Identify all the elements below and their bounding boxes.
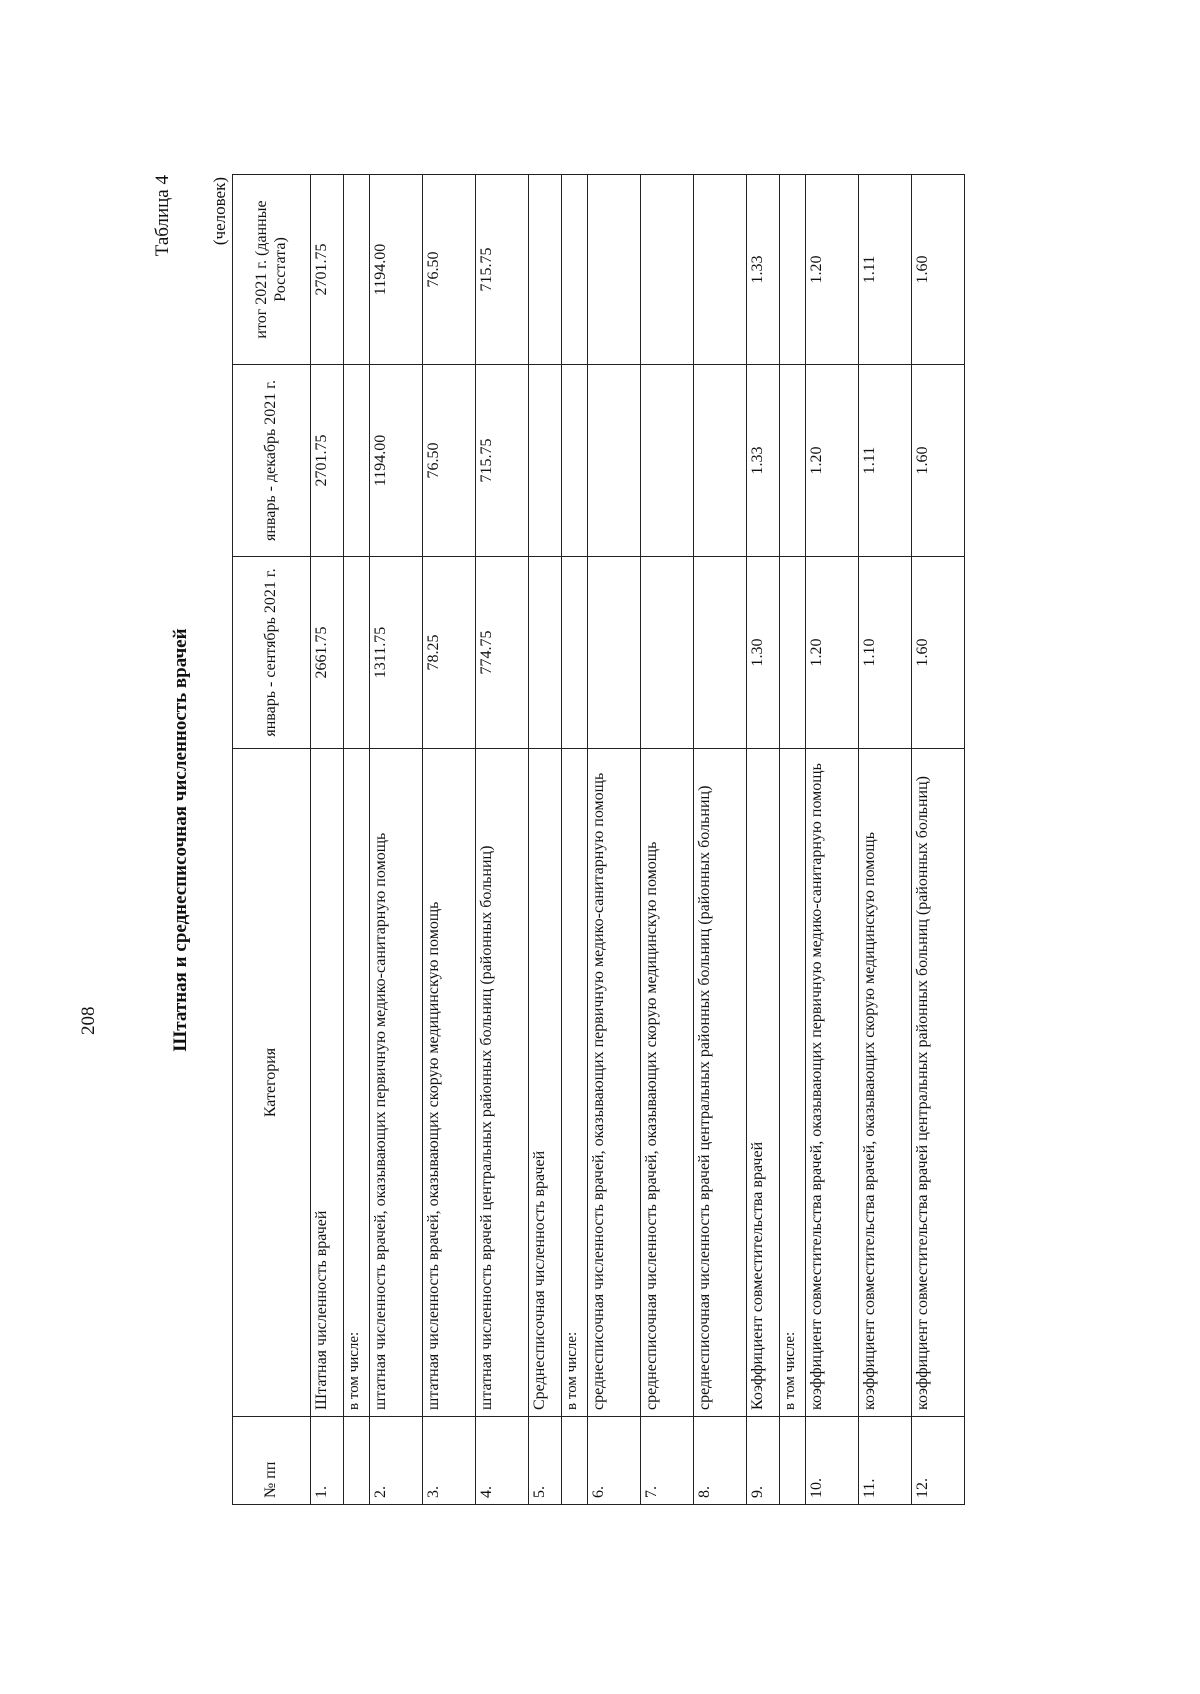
table-row [370,175,423,1505]
value-jan-dec-2021 [641,365,694,557]
value-total-2021-rosstat [694,175,747,365]
table-row [806,175,859,1505]
row-category: штатная численность врачей, оказывающих скорую медицинскую помощь [423,749,476,1417]
value-jan-dec-2021 [529,365,562,557]
value-total-2021-rosstat: 1194.00 [370,175,423,365]
value-total-2021-rosstat [529,175,562,365]
row-number: 8. [694,1417,747,1505]
row-number: 9. [747,1417,780,1505]
row-category: штатная численность врачей центральных районных больниц (районных больниц) [476,749,529,1417]
value-total-2021-rosstat: 76.50 [423,175,476,365]
row-number: 2. [370,1417,423,1505]
row-category: в том числе: [780,749,806,1417]
table-row [423,175,476,1505]
table-row [912,175,965,1505]
table-row [311,175,344,1505]
value-jan-dec-2021 [588,365,641,557]
row-category: коэффициент совместительства врачей центральных районных больниц (районных больниц) [912,749,965,1417]
table-label: Таблица 4 [152,175,173,257]
value-jan-sep-2021 [344,557,370,749]
row-number: 10. [806,1417,859,1505]
value-jan-sep-2021: 78.25 [423,557,476,749]
table-row [694,175,747,1505]
row-number [344,1417,370,1505]
header-col3: итог 2021 г. (данные Росстата) [233,175,311,365]
table-row [859,175,912,1505]
row-number: 6. [588,1417,641,1505]
value-jan-sep-2021: 1311.75 [370,557,423,749]
row-category: штатная численность врачей, оказывающих первичную медико-санитарную помощь [370,749,423,1417]
rotated-page [150,175,1030,1505]
table-row [562,175,588,1505]
value-jan-sep-2021 [780,557,806,749]
value-jan-dec-2021: 1194.00 [370,365,423,557]
doctors-staffing-table [232,174,965,1505]
value-jan-sep-2021: 1.20 [806,557,859,749]
value-jan-sep-2021: 1.10 [859,557,912,749]
row-number: 5. [529,1417,562,1505]
row-number: 12. [912,1417,965,1505]
row-category: среднесписочная численность врачей, оказывающих первичную медико-санитарную помощь [588,749,641,1417]
value-jan-dec-2021: 1.11 [859,365,912,557]
value-jan-dec-2021 [780,365,806,557]
value-jan-dec-2021 [694,365,747,557]
table-row [641,175,694,1505]
row-category: в том числе: [344,749,370,1417]
value-total-2021-rosstat: 1.20 [806,175,859,365]
row-category: в том числе: [562,749,588,1417]
table-row [344,175,370,1505]
value-total-2021-rosstat [588,175,641,365]
value-jan-dec-2021: 715.75 [476,365,529,557]
value-jan-dec-2021: 1.20 [806,365,859,557]
page-number: 208 [78,1006,99,1035]
value-jan-sep-2021: 1.30 [747,557,780,749]
row-category: Штатная численность врачей [311,749,344,1417]
value-total-2021-rosstat: 1.60 [912,175,965,365]
row-number: 4. [476,1417,529,1505]
value-jan-dec-2021 [562,365,588,557]
value-jan-dec-2021 [344,365,370,557]
table-row [476,175,529,1505]
table-header-row [233,175,311,1505]
row-category: Коэффициент совместительства врачей [747,749,780,1417]
value-jan-sep-2021: 774.75 [476,557,529,749]
value-total-2021-rosstat: 1.11 [859,175,912,365]
value-jan-dec-2021: 2701.75 [311,365,344,557]
header-col1: январь - сентябрь 2021 г. [233,557,311,749]
value-jan-dec-2021: 1.33 [747,365,780,557]
row-category: коэффициент совместительства врачей, оказывающих скорую медицинскую помощь [859,749,912,1417]
value-jan-sep-2021 [562,557,588,749]
value-jan-sep-2021: 2661.75 [311,557,344,749]
row-number: 11. [859,1417,912,1505]
value-total-2021-rosstat: 2701.75 [311,175,344,365]
value-total-2021-rosstat [780,175,806,365]
row-number: 7. [641,1417,694,1505]
row-category: среднесписочная численность врачей центральных районных больниц (районных больниц) [694,749,747,1417]
table-row [747,175,780,1505]
header-category: Категория [233,749,311,1417]
value-total-2021-rosstat: 1.33 [747,175,780,365]
row-number: 3. [423,1417,476,1505]
row-category: среднесписочная численность врачей, оказывающих скорую медицинскую помощь [641,749,694,1417]
value-total-2021-rosstat [344,175,370,365]
row-category: Среднесписочная численность врачей [529,749,562,1417]
header-num: № пп [233,1417,311,1505]
value-total-2021-rosstat: 715.75 [476,175,529,365]
header-col2: январь - декабрь 2021 г. [233,365,311,557]
value-jan-sep-2021 [641,557,694,749]
table-row [529,175,562,1505]
value-jan-sep-2021: 1.60 [912,557,965,749]
table-title: Штатная и среднесписочная численность врачей [170,628,191,1052]
value-total-2021-rosstat [562,175,588,365]
row-category: коэффициент совместительства врачей, оказывающих первичную медико-санитарную помощь [806,749,859,1417]
value-jan-sep-2021 [529,557,562,749]
table-row [780,175,806,1505]
row-number [780,1417,806,1505]
row-number [562,1417,588,1505]
value-jan-sep-2021 [694,557,747,749]
unit-label: (человек) [210,177,229,246]
row-number: 1. [311,1417,344,1505]
table-row [588,175,641,1505]
value-total-2021-rosstat [641,175,694,365]
value-jan-dec-2021: 1.60 [912,365,965,557]
value-jan-dec-2021: 76.50 [423,365,476,557]
value-jan-sep-2021 [588,557,641,749]
